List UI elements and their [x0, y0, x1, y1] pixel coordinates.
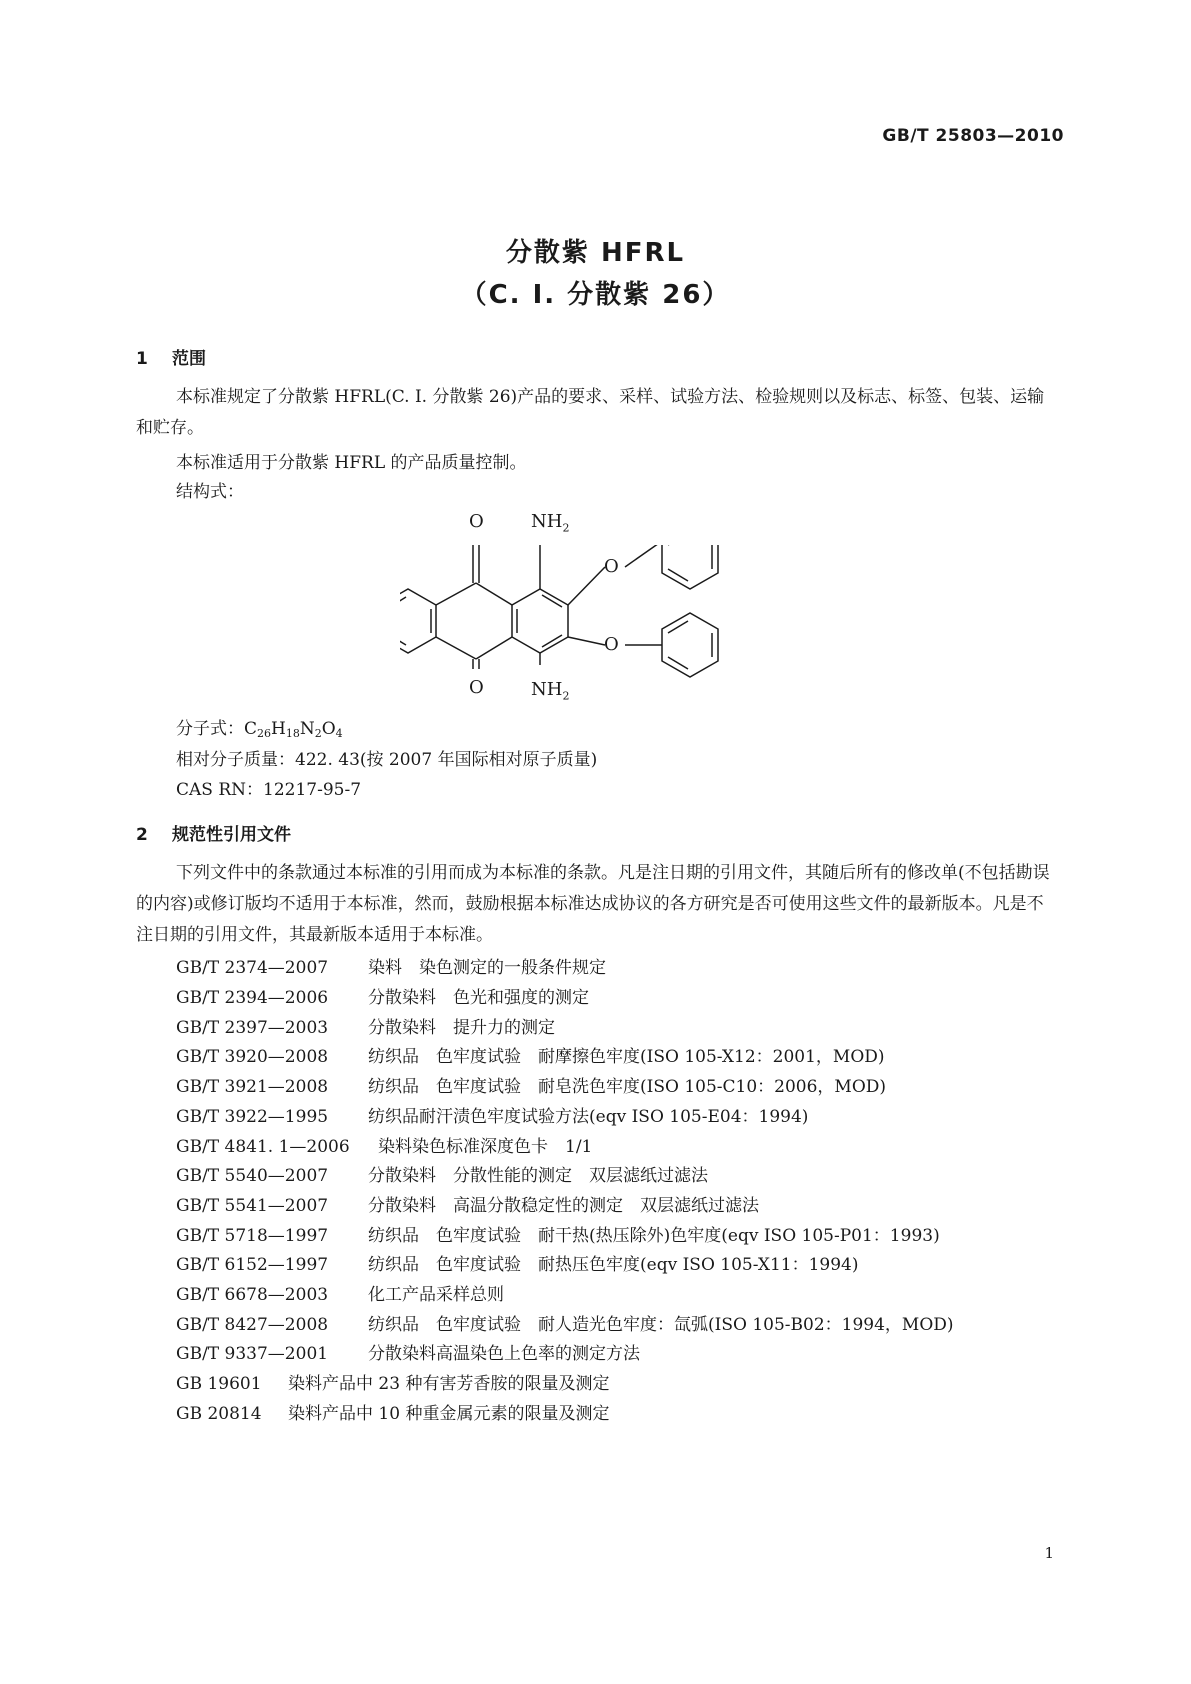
reference-item [176, 1042, 885, 1067]
molecular-weight: 相对分子质量：422. 43(按 2007 年国际相对原子质量) [176, 750, 598, 770]
reference-item [176, 1399, 609, 1424]
reference-code: GB 20814 [176, 1404, 262, 1424]
atom-nh-bottom: NH [531, 679, 563, 700]
reference-code: GB/T 3920—2008 [176, 1047, 329, 1067]
reference-item [176, 1339, 640, 1364]
section-number: 2 [136, 825, 148, 845]
atom-nh-top: NH [531, 511, 563, 532]
reference-item [176, 1072, 886, 1097]
phenyl-ring-bottom [662, 613, 718, 677]
reference-title: 纺织品 色牢度试验 耐摩擦色牢度(ISO 105-X12：2001，MOD) [368, 1047, 885, 1067]
reference-code: GB/T 3922—1995 [176, 1107, 329, 1127]
reference-item [176, 1013, 555, 1038]
reference-title: 分散染料 分散性能的测定 双层滤纸过滤法 [368, 1166, 708, 1186]
document-title: 分散紫 HFRL [505, 238, 686, 268]
scope-paragraph-2: 本标准适用于分散紫 HFRL 的产品质量控制。 [176, 453, 527, 473]
reference-title: 染料染色标准深度色卡 1/1 [378, 1137, 593, 1157]
section-title: 范围 [172, 349, 206, 369]
reference-title: 分散染料 提升力的测定 [368, 1018, 555, 1038]
reference-item [176, 1102, 808, 1127]
section-2-heading [136, 820, 291, 845]
reference-code: GB/T 2374—2007 [176, 958, 329, 978]
reference-code: GB/T 5540—2007 [176, 1166, 329, 1186]
reference-title: 纺织品耐汗渍色牢度试验方法(eqv ISO 105-E04：1994) [368, 1107, 809, 1127]
cas-number: CAS RN：12217-95-7 [176, 780, 362, 800]
reference-code: GB/T 5541—2007 [176, 1196, 329, 1216]
section-number: 1 [136, 349, 148, 369]
formula-o-count: 4 [335, 727, 343, 740]
reference-code: GB/T 2397—2003 [176, 1018, 329, 1038]
reference-title: 分散染料 高温分散稳定性的测定 双层滤纸过滤法 [368, 1196, 759, 1216]
reference-item [176, 1310, 954, 1335]
formula-h: H [271, 719, 286, 739]
atom-o-bottom: O [469, 677, 484, 698]
page-number: 1 [1044, 1544, 1054, 1562]
section-title: 规范性引用文件 [172, 825, 291, 845]
formula-o: O [321, 719, 336, 739]
atom-o-ether-top: O [604, 556, 619, 577]
reference-item [176, 1221, 940, 1246]
reference-code: GB/T 6152—1997 [176, 1255, 329, 1275]
reference-code: GB/T 9337—2001 [176, 1344, 329, 1364]
standard-code: GB/T 25803—2010 [882, 126, 1064, 146]
formula-h-count: 18 [285, 727, 300, 740]
reference-item [176, 1369, 609, 1394]
quinone-right-ring [512, 589, 568, 653]
reference-item [176, 1280, 504, 1305]
reference-code: GB/T 3921—2008 [176, 1077, 329, 1097]
formula-c: C [244, 719, 258, 739]
molecular-formula [176, 714, 343, 740]
reference-code: GB/T 2394—2006 [176, 988, 329, 1008]
atom-sub-2-bottom: 2 [562, 689, 570, 703]
reference-title: 染料 染色测定的一般条件规定 [368, 958, 606, 978]
reference-title: 染料产品中 23 种有害芳香胺的限量及测定 [288, 1374, 610, 1394]
reference-code: GB/T 5718—1997 [176, 1226, 329, 1246]
reference-title: 纺织品 色牢度试验 耐皂洗色牢度(ISO 105-C10：2006，MOD) [368, 1077, 887, 1097]
reference-title: 纺织品 色牢度试验 耐干热(热压除外)色牢度(eqv ISO 105-P01：1993) [368, 1226, 940, 1246]
atom-o-ether-bottom: O [604, 634, 619, 655]
reference-item [176, 953, 606, 978]
reference-item [176, 1132, 592, 1157]
reference-code: GB 19601 [176, 1374, 262, 1394]
references-intro: 下列文件中的条款通过本标准的引用而成为本标准的条款。凡是注日期的引用文件，其随后所有的修改单(不包括勘误的内容)或修订版均不适用于本标准，然而，鼓励根据本标准达成协议的各方研究是否可使用这些文件的最新版本。凡是不注日期的引用文件，其最新版本适用于本标准。 [136, 863, 1050, 945]
reference-code: GB/T 6678—2003 [176, 1285, 329, 1305]
atom-nh2-bottom [531, 679, 569, 703]
formula-c-count: 26 [257, 727, 272, 740]
structure-bonds [400, 545, 718, 677]
chemical-structure [400, 545, 760, 755]
atom-o-top: O [469, 511, 484, 532]
reference-title: 染料产品中 10 种重金属元素的限量及测定 [288, 1404, 610, 1424]
reference-title: 分散染料 色光和强度的测定 [368, 988, 589, 1008]
reference-code: GB/T 4841. 1—2006 [176, 1137, 350, 1157]
reference-code: GB/T 8427—2008 [176, 1315, 329, 1335]
structure-label: 结构式： [176, 482, 244, 502]
phenyl-ring-top [662, 545, 718, 589]
section-1-heading [136, 344, 206, 369]
reference-title: 化工产品采样总则 [368, 1285, 504, 1305]
scope-paragraph-1: 本标准规定了分散紫 HFRL(C. I. 分散紫 26)产品的要求、采样、试验方法、检验规则以及标志、标签、包装、运输和贮存。 [136, 387, 1045, 438]
formula-label: 分子式： [176, 719, 244, 739]
reference-title: 分散染料高温染色上色率的测定方法 [368, 1344, 640, 1364]
reference-item [176, 1250, 859, 1275]
document-subtitle: （C. I. 分散紫 26） [460, 280, 731, 310]
formula-n: N [299, 719, 315, 739]
reference-item [176, 983, 589, 1008]
reference-item [176, 1191, 759, 1216]
atom-sub-2-top: 2 [562, 521, 570, 535]
formula-n-count: 2 [314, 727, 322, 740]
atom-nh2-top [531, 511, 569, 535]
reference-item [176, 1161, 708, 1186]
reference-title: 纺织品 色牢度试验 耐人造光色牢度：氙弧(ISO 105-B02：1994，MOD) [368, 1315, 954, 1335]
reference-title: 纺织品 色牢度试验 耐热压色牢度(eqv ISO 105-X11：1994) [368, 1255, 859, 1275]
